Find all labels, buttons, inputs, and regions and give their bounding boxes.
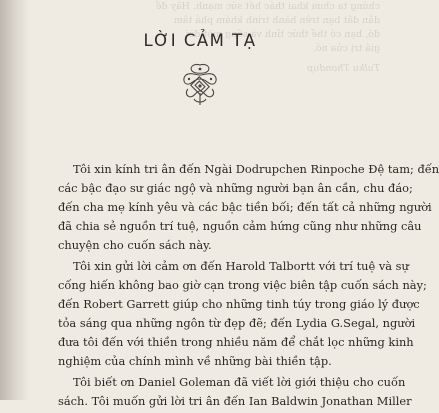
text-line: nghiệm của chính mình về những bài thiền tập. — [58, 354, 332, 368]
paragraph — [58, 160, 439, 255]
text-line: cống hiến không bao giờ cạn trong việc biên tập cuốn sách này; — [58, 278, 427, 292]
bleed-line: đó, bạn có thể thức tỉnh và sống một đời — [185, 29, 380, 40]
bleed-line: giá trị của nó. — [312, 43, 380, 54]
text-line: đến cha mẹ kính yêu và các bậc tiền bối; đến tất cả những người — [58, 200, 432, 214]
text-line: Tôi xin gửi lời cảm ơn đến Harold Talbortt với trí tuệ và sự — [73, 259, 409, 273]
text-line: chuyện cho cuốn sách này. — [58, 238, 212, 252]
text-line: các bậc đạo sư giác ngộ và những người bạn ân cần, chu đáo; — [58, 181, 413, 195]
text-line: Tôi biết ơn Daniel Goleman đã viết lời giới thiệu cho cuốn — [73, 375, 406, 389]
bleed-signature: Tulku Thondup — [307, 63, 380, 74]
endless-knot-ornament-icon — [180, 61, 220, 107]
text-line: đã chia sẻ nguồn trí tuệ, nguồn cảm hứng cũng như những câu — [58, 219, 422, 233]
book-spine-shadow — [0, 0, 30, 400]
text-line: đưa tôi đến với thiền trong nhiều năm để chắt lọc những kinh — [58, 335, 414, 349]
page-title: LỜI CẢM TẠ — [143, 31, 257, 50]
acknowledgement-text — [58, 160, 439, 413]
text-line: đến Robert Garrett giúp cho những tinh túy trong giáo lý được — [58, 297, 420, 311]
text-line: sách. Tôi muốn gửi lời tri ân đến Ian Baldwin Jonathan Miller — [58, 394, 412, 408]
bleed-line: dẫn dắt bạn trên hành trình khám phá tâm — [173, 15, 380, 26]
text-line: Tôi xin kính tri ân đến Ngài Dodrupchen Rinpoche Đệ tam; đến — [73, 162, 439, 176]
bleed-line: chúng ta chưa khai thác hết sức mạnh. Hãy để — [155, 1, 380, 12]
text-line: tỏa sáng qua những ngôn từ đẹp đẽ; đến Lydia G.Segal, người — [58, 316, 416, 330]
paragraph — [58, 373, 412, 411]
paragraph — [58, 257, 427, 371]
